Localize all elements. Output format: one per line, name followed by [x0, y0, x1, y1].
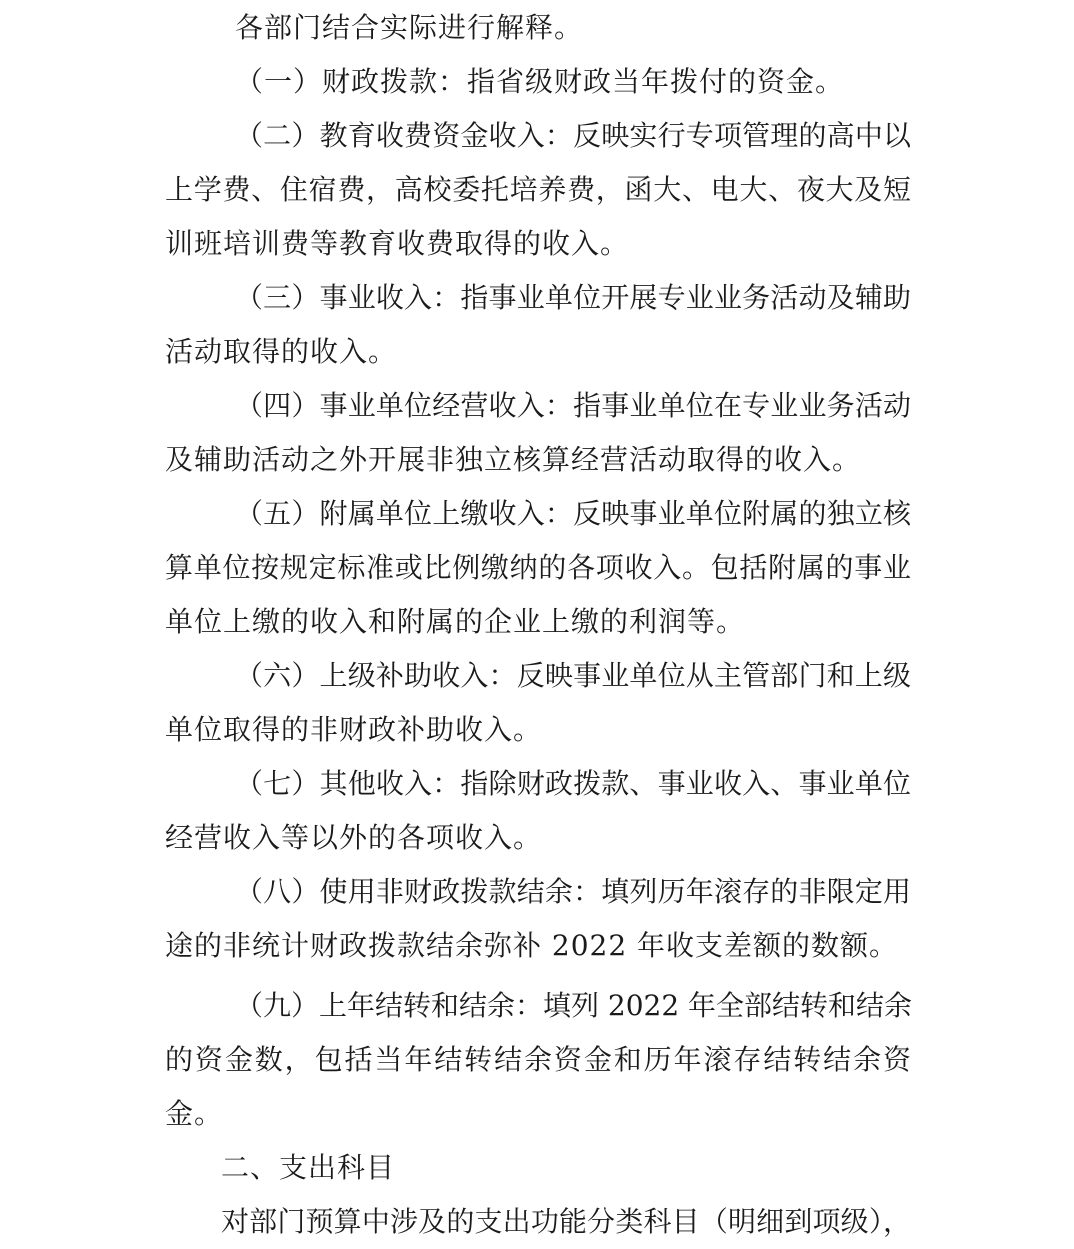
paragraph-line: 途的非统计财政拨款结余弥补 2022 年收支差额的数额。	[165, 929, 899, 962]
paragraph-line: （九）上年结转和结余：填列 2022 年全部结转和结余	[235, 989, 913, 1022]
paragraph-line: 单位取得的非财政补助收入。	[165, 713, 543, 746]
paragraph-line: 各部门结合实际进行解释。	[235, 11, 584, 44]
paragraph-line: 上学费、住宿费，高校委托培养费，函大、电大、夜大及短	[165, 173, 911, 206]
paragraph-line: 算单位按规定标准或比例缴纳的各项收入。包括附属的事业	[165, 551, 911, 584]
paragraph-line: 单位上缴的收入和附属的企业上缴的利润等。	[165, 605, 746, 638]
paragraph-line: 经营收入等以外的各项收入。	[165, 821, 543, 854]
paragraph-line: 活动取得的收入。	[165, 335, 398, 368]
paragraph-line: （六）上级补助收入：反映事业单位从主管部门和上级	[235, 659, 911, 692]
paragraph-line: 训班培训费等教育收费取得的收入。	[165, 227, 630, 260]
paragraph-line: （七）其他收入：指除财政拨款、事业收入、事业单位	[235, 767, 911, 800]
paragraph-line: （三）事业收入：指事业单位开展专业业务活动及辅助	[235, 281, 911, 314]
paragraph-line: （四）事业单位经营收入：指事业单位在专业业务活动	[235, 389, 911, 422]
paragraph-line: 及辅助活动之外开展非独立核算经营活动取得的收入。	[165, 443, 862, 476]
paragraph-line: （二）教育收费资金收入：反映实行专项管理的高中以	[235, 119, 911, 152]
paragraph-line: （一）财政拨款：指省级财政当年拨付的资金。	[235, 65, 845, 98]
paragraph-line: （五）附属单位上缴收入：反映事业单位附属的独立核	[235, 497, 911, 530]
paragraph-line: 金。	[165, 1097, 224, 1130]
document-page	[165, 0, 911, 1249]
paragraph-line: （八）使用非财政拨款结余：填列历年滚存的非限定用	[235, 875, 911, 908]
paragraph-line: 对部门预算中涉及的支出功能分类科目（明细到项级），	[221, 1205, 911, 1238]
paragraph-line: 的资金数，包括当年结转结余资金和历年滚存结转结余资	[165, 1043, 911, 1076]
section-heading: 二、支出科目	[221, 1151, 396, 1184]
